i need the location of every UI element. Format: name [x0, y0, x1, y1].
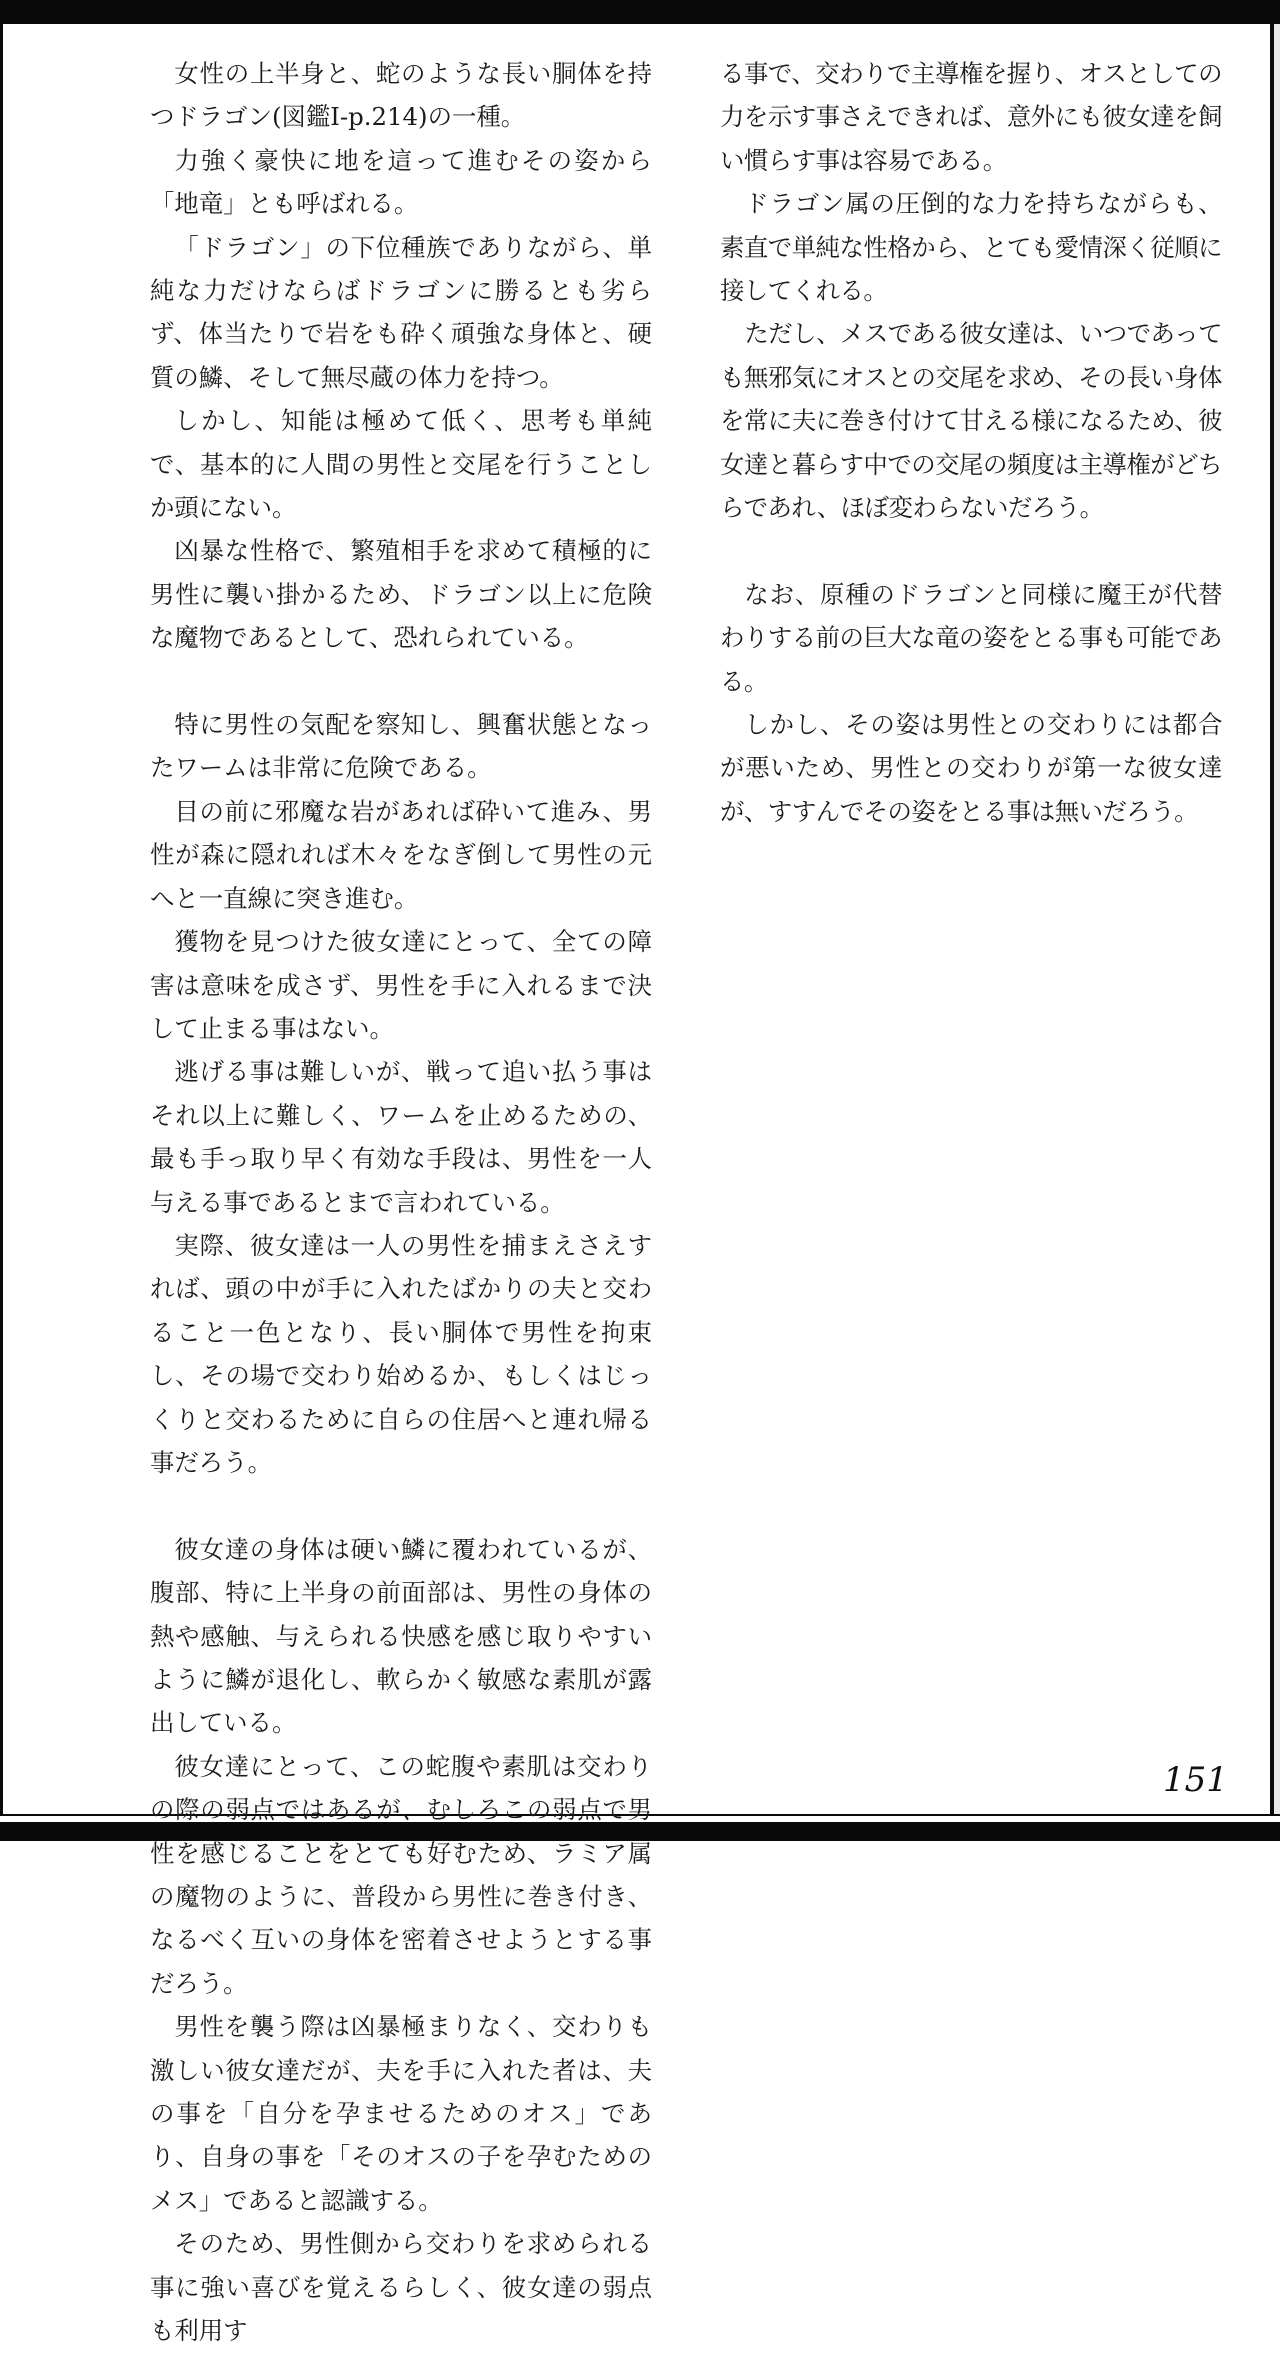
left-text-column — [150, 52, 652, 2353]
paragraph: しかし、その姿は男性との交わりには都合が悪いため、男性との交わりが第一な彼女達が、すすんでその姿をとる事は無いだろう。 — [720, 710, 1222, 826]
paragraph: 獲物を見つけた彼女達にとって、全ての障害は意味を成さず、男性を手に入れるまで決して止まる事はない。 — [150, 927, 652, 1043]
right-page-edge — [1274, 24, 1280, 1814]
paragraph: 実際、彼女達は一人の男性を捕まえさえすれば、頭の中が手に入れたばかりの夫と交わること一色となり、長い胴体で男性を拘束し、その場で交わり始めるか、もしくはじっくりと交わるために自らの住居へと連れ帰る事だろう。 — [150, 1230, 652, 1477]
paragraph: 彼女達にとって、この蛇腹や素肌は交わりの際の弱点ではあるが、むしろこの弱点で男性を感じることをとても好むため、ラミア属の魔物のように、普段から男性に巻き付き、なるべく互いの身体を密着させようとする事だろう。 — [150, 1751, 652, 1998]
paragraph: 特に男性の気配を察知し、興奮状態となったワームは非常に危険である。 — [150, 710, 652, 783]
paragraph: しかし、知能は極めて低く、思考も単純で、基本的に人間の男性と交尾を行うことしか頭にない。 — [150, 406, 652, 523]
paragraph: 女性の上半身と、蛇のような長い胴体を持つドラゴン(図鑑Ⅰ-p.214)の一種。 — [150, 59, 652, 132]
paragraph: 力強く豪快に地を這って進むその姿から「地竜」とも呼ばれる。 — [150, 145, 652, 219]
left-border — [0, 24, 3, 1814]
paragraph: 凶暴な性格で、繁殖相手を求めて積極的に男性に襲い掛かるため、ドラゴン以上に危険な魔物であるとして、恐れられている。 — [150, 536, 652, 653]
top-border — [0, 0, 1280, 24]
right-text-column — [720, 52, 1222, 833]
paragraph: 彼女達の身体は硬い鱗に覆われているが、腹部、特に上半身の前面部は、男性の身体の熱や感触、与えられる快感を感じ取りやすいように鱗が退化し、軟らかく敏感な素肌が露出している。 — [150, 1534, 652, 1738]
page-number: 151 — [1163, 1760, 1228, 1800]
paragraph: なお、原種のドラゴンと同様に魔王が代替わりする前の巨大な竜の姿をとる事も可能である。 — [720, 579, 1222, 696]
paragraph: 「ドラゴン」の下位種族でありながら、単純な力だけならばドラゴンに勝るとも劣らず、体当たりで岩をも砕く頑強な身体と、硬質の鱗、そして無尽蔵の体力を持つ。 — [150, 232, 652, 392]
paragraph: 逃げる事は難しいが、戦って追い払う事はそれ以上に難しく、ワームを止めるための、最も手っ取り早く有効な手段は、男性を一人与える事であるとまで言われている。 — [150, 1057, 652, 1217]
paragraph: る事で、交わりで主導権を握り、オスとしての力を示す事さえできれば、意外にも彼女達を飼い慣らす事は容易である。 — [720, 59, 1222, 175]
paragraph: ただし、メスである彼女達は、いつであっても無邪気にオスとの交尾を求め、その長い身体を常に夫に巻き付けて甘える様になるため、彼女達と暮らす中での交尾の頻度は主導権がどちらであれ、ほぼ変わらないだろう。 — [720, 319, 1222, 523]
paragraph: ドラゴン属の圧倒的な力を持ちながらも、素直で単純な性格から、とても愛情深く従順に接してくれる。 — [720, 189, 1222, 306]
paragraph: 男性を襲う際は凶暴極まりなく、交わりも激しい彼女達だが、夫を手に入れた者は、夫の事を「自分を孕ませるためのオス」であり、自身の事を「そのオスの子を孕むためのメス」であると認識する。 — [150, 2012, 652, 2215]
paragraph: そのため、男性側から交わりを求められる事に強い喜びを覚えるらしく、彼女達の弱点も利用す — [150, 2229, 652, 2346]
paragraph: 目の前に邪魔な岩があれば砕いて進み、男性が森に隠れれば木々をなぎ倒して男性の元へと一直線に突き進む。 — [150, 796, 652, 913]
